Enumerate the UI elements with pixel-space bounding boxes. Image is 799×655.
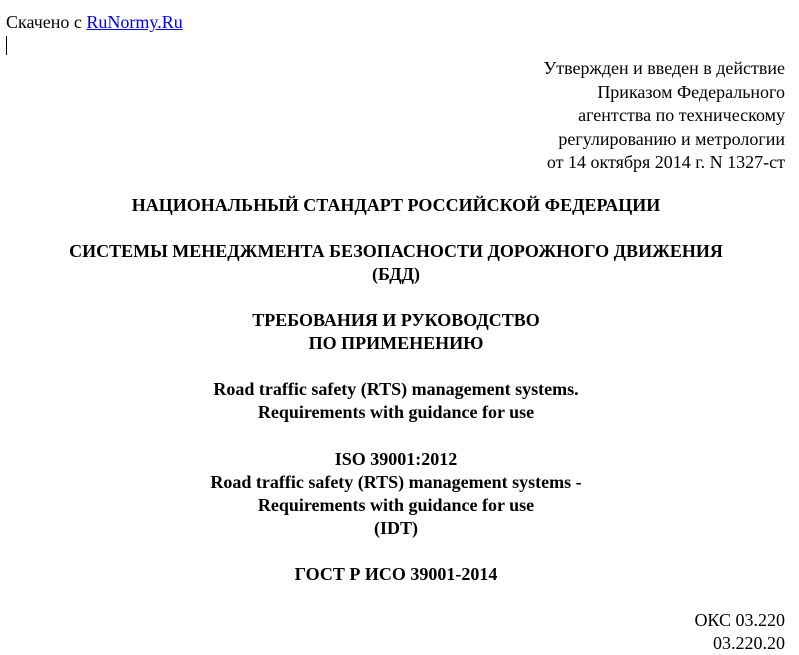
designation-heading <box>0 563 792 586</box>
subtitle-ru-heading <box>0 309 792 355</box>
iso-reference-line: Requirements with guidance for use <box>257 495 535 515</box>
standard-designation: ГОСТ Р ИСО 39001-2014 <box>294 564 498 584</box>
title-ru-line: СИСТЕМЫ МЕНЕДЖМЕНТА БЕЗОПАСНОСТИ ДОРОЖНОГО ДВИЖЕНИЯ <box>69 241 723 261</box>
iso-reference-line: (IDT) <box>374 518 418 538</box>
standard-type: НАЦИОНАЛЬНЫЙ СТАНДАРТ РОССИЙСКОЙ ФЕДЕРАЦИИ <box>131 195 661 215</box>
classification-line: ОКС 03.220 <box>694 610 785 630</box>
standard-type-heading <box>0 194 792 217</box>
title-en-heading <box>0 378 792 424</box>
download-source-line <box>6 11 183 33</box>
approval-line: регулированию и метрологии <box>558 128 785 149</box>
subtitle-ru-line: ТРЕБОВАНИЯ И РУКОВОДСТВО <box>252 310 540 330</box>
approval-line: агентства по техническому <box>578 105 785 125</box>
downloaded-prefix: Скачено с <box>6 12 87 32</box>
title-ru-line: (БДД) <box>372 264 420 284</box>
text-cursor <box>6 36 7 55</box>
classification-line: 03.220.20 <box>713 633 785 653</box>
approval-line: от 14 октября 2014 г. N 1327-ст <box>546 152 785 172</box>
subtitle-ru-line: ПО ПРИМЕНЕНИЮ <box>308 333 484 353</box>
title-en-line: Road traffic safety (RTS) management systems. <box>213 379 579 399</box>
approval-line: Приказом Федерального <box>597 81 785 102</box>
title-en-line: Requirements with guidance for use <box>257 402 535 422</box>
iso-reference-block <box>0 448 792 540</box>
iso-reference-line: ISO 39001:2012 <box>334 449 458 469</box>
title-ru-heading <box>0 240 792 286</box>
source-link[interactable]: RuNormy.Ru <box>86 12 183 32</box>
approval-line: Утвержден и введен в действие <box>543 58 785 78</box>
iso-reference-line: Road traffic safety (RTS) management systems - <box>210 472 582 492</box>
classification-block <box>694 609 785 655</box>
approval-block <box>543 57 785 175</box>
